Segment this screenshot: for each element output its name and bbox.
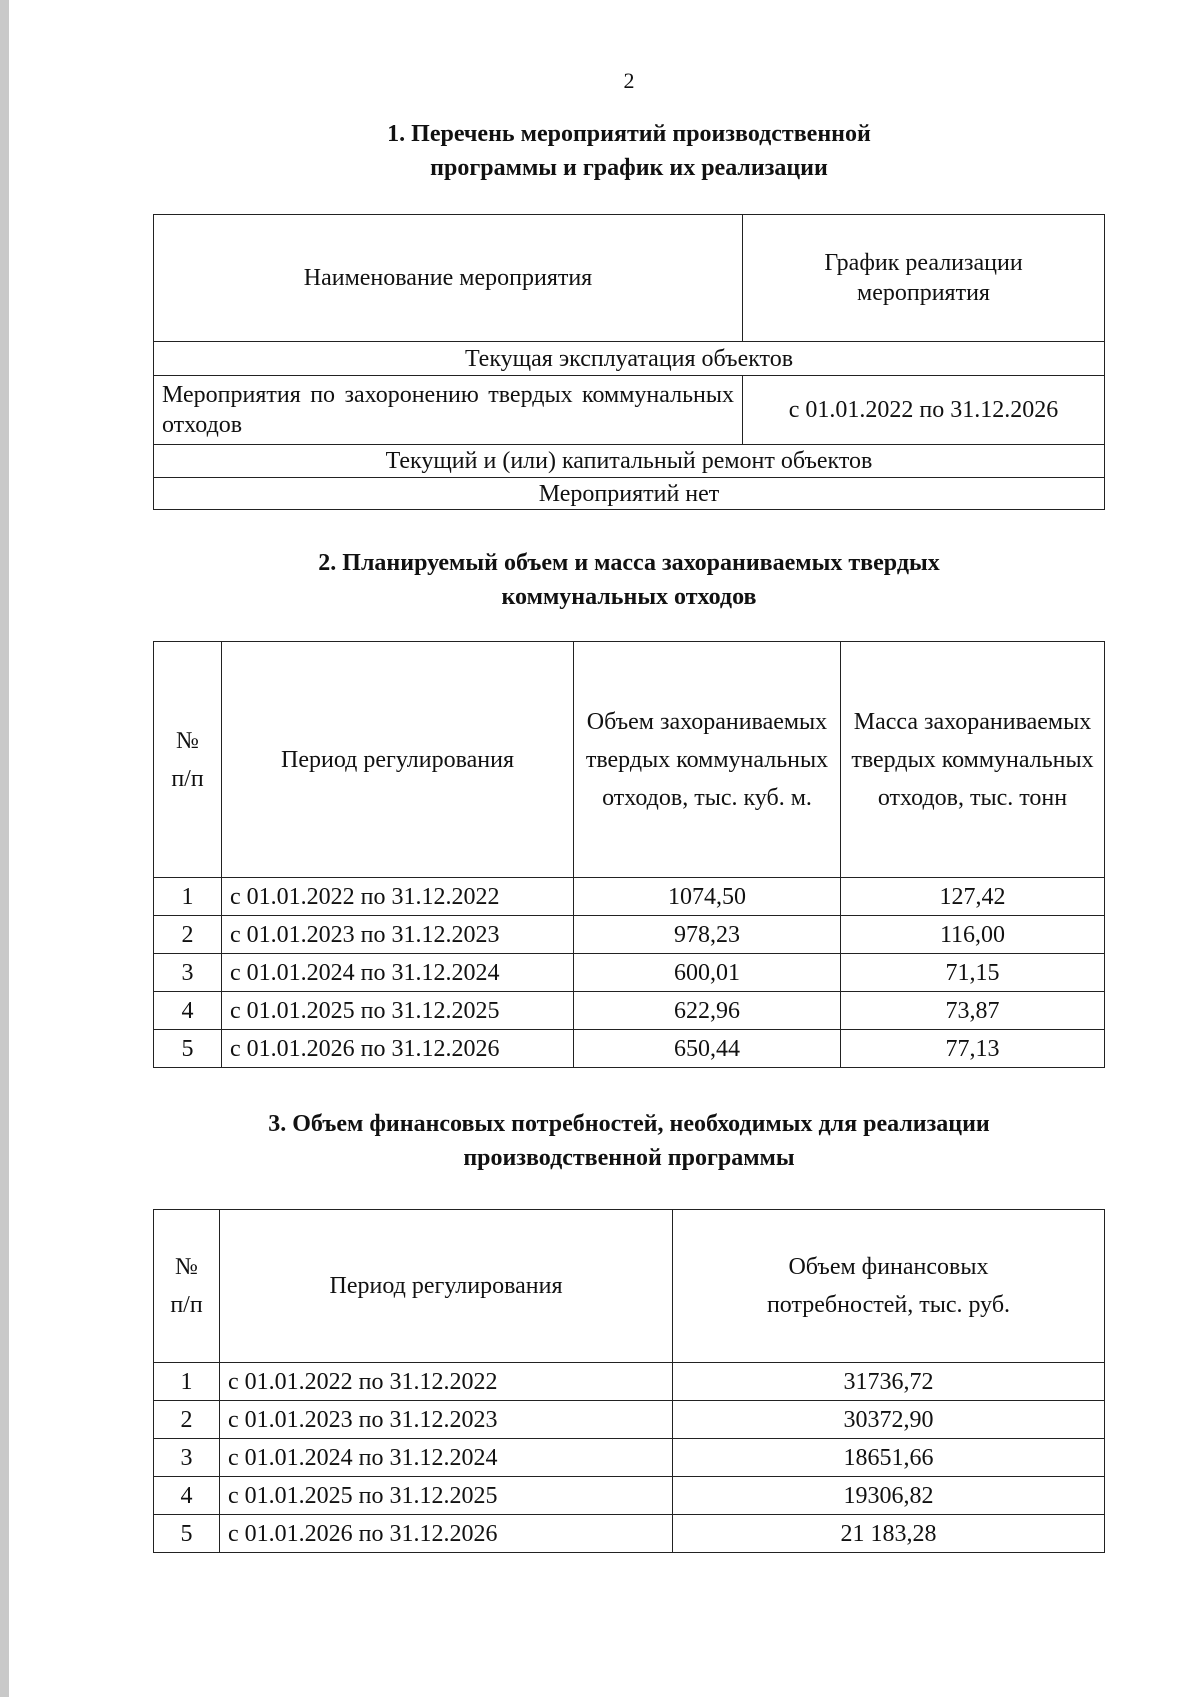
header-cell: Период регулирования [220, 1210, 673, 1363]
cell-amount: 19306,82 [673, 1477, 1105, 1515]
cell-n: 1 [154, 1363, 220, 1401]
cell-mass: 71,15 [841, 954, 1105, 992]
events-table [153, 214, 1105, 510]
page-number: 2 [623, 68, 635, 93]
cell-period: с 01.01.2025 по 31.12.2025 [222, 992, 574, 1030]
header-cell: № п/п [154, 1210, 220, 1363]
title-line: 1. Перечень мероприятий производственной [387, 121, 871, 147]
no-items-row: Мероприятий нет [154, 478, 1105, 510]
cell-n: 3 [154, 1439, 220, 1477]
cell-volume: 1074,50 [574, 878, 841, 916]
table-row [154, 376, 1105, 445]
title-line: 2. Планируемый объем и масса захораниваемых твердых [318, 550, 940, 576]
section3-title [153, 1107, 1105, 1175]
header-cell: Объем финансовых потребностей, тыс. руб. [673, 1210, 1105, 1363]
cell-amount: 30372,90 [673, 1401, 1105, 1439]
cell-period: с 01.01.2024 по 31.12.2024 [220, 1439, 673, 1477]
cell-mass: 127,42 [841, 878, 1105, 916]
header-cell: Масса захораниваемых твердых коммунальных отходов, тыс. тонн [841, 642, 1105, 878]
title-line: программы и график их реализации [430, 155, 828, 181]
table-row [154, 1363, 1105, 1401]
cell-n: 2 [154, 916, 222, 954]
cell-volume: 978,23 [574, 916, 841, 954]
scan-edge [0, 0, 9, 1697]
cell-mass: 73,87 [841, 992, 1105, 1030]
header-row [154, 215, 1105, 342]
table-row [154, 916, 1105, 954]
header-cell: Период регулирования [222, 642, 574, 878]
table-row [154, 1515, 1105, 1553]
header-cell: График реализации мероприятия [743, 215, 1105, 342]
cell-n: 1 [154, 878, 222, 916]
header-cell: № п/п [154, 642, 222, 878]
title-line: производственной программы [463, 1145, 795, 1171]
event-schedule: с 01.01.2022 по 31.12.2026 [743, 376, 1105, 445]
cell-volume: 600,01 [574, 954, 841, 992]
section2-title [153, 546, 1105, 614]
cell-period: с 01.01.2025 по 31.12.2025 [220, 1477, 673, 1515]
cell-period: с 01.01.2026 по 31.12.2026 [220, 1515, 673, 1553]
cell-mass: 116,00 [841, 916, 1105, 954]
cell-volume: 622,96 [574, 992, 841, 1030]
table-row [154, 878, 1105, 916]
cell-volume: 650,44 [574, 1030, 841, 1068]
cell-n: 4 [154, 1477, 220, 1515]
section1-title [153, 117, 1105, 185]
cell-period: с 01.01.2024 по 31.12.2024 [222, 954, 574, 992]
cell-n: 2 [154, 1401, 220, 1439]
cell-period: с 01.01.2026 по 31.12.2026 [222, 1030, 574, 1068]
event-name: Мероприятия по захоронению твердых коммунальных отходов [154, 376, 743, 445]
title-line: 3. Объем финансовых потребностей, необходимых для реализации [268, 1111, 990, 1137]
cell-n: 3 [154, 954, 222, 992]
cell-period: с 01.01.2022 по 31.12.2022 [222, 878, 574, 916]
cell-n: 5 [154, 1030, 222, 1068]
header-cell: Наименование мероприятия [154, 215, 743, 342]
cell-n: 5 [154, 1515, 220, 1553]
cell-period: с 01.01.2023 по 31.12.2023 [222, 916, 574, 954]
title-line: коммунальных отходов [501, 584, 757, 610]
table-row [154, 954, 1105, 992]
group-row: Текущий и (или) капитальный ремонт объектов [154, 445, 1105, 478]
header-row [154, 1210, 1105, 1363]
table-row [154, 1401, 1105, 1439]
cell-amount: 21 183,28 [673, 1515, 1105, 1553]
cell-period: с 01.01.2022 по 31.12.2022 [220, 1363, 673, 1401]
cell-mass: 77,13 [841, 1030, 1105, 1068]
cell-amount: 31736,72 [673, 1363, 1105, 1401]
cell-n: 4 [154, 992, 222, 1030]
header-row [154, 642, 1105, 878]
header-cell: Объем захораниваемых твердых коммунальных отходов, тыс. куб. м. [574, 642, 841, 878]
group-row: Текущая эксплуатация объектов [154, 342, 1105, 376]
table-row [154, 992, 1105, 1030]
waste-table [153, 641, 1105, 1068]
table-row [154, 1477, 1105, 1515]
table-row [154, 1439, 1105, 1477]
cell-period: с 01.01.2023 по 31.12.2023 [220, 1401, 673, 1439]
finance-table [153, 1209, 1105, 1553]
table-row [154, 1030, 1105, 1068]
cell-amount: 18651,66 [673, 1439, 1105, 1477]
